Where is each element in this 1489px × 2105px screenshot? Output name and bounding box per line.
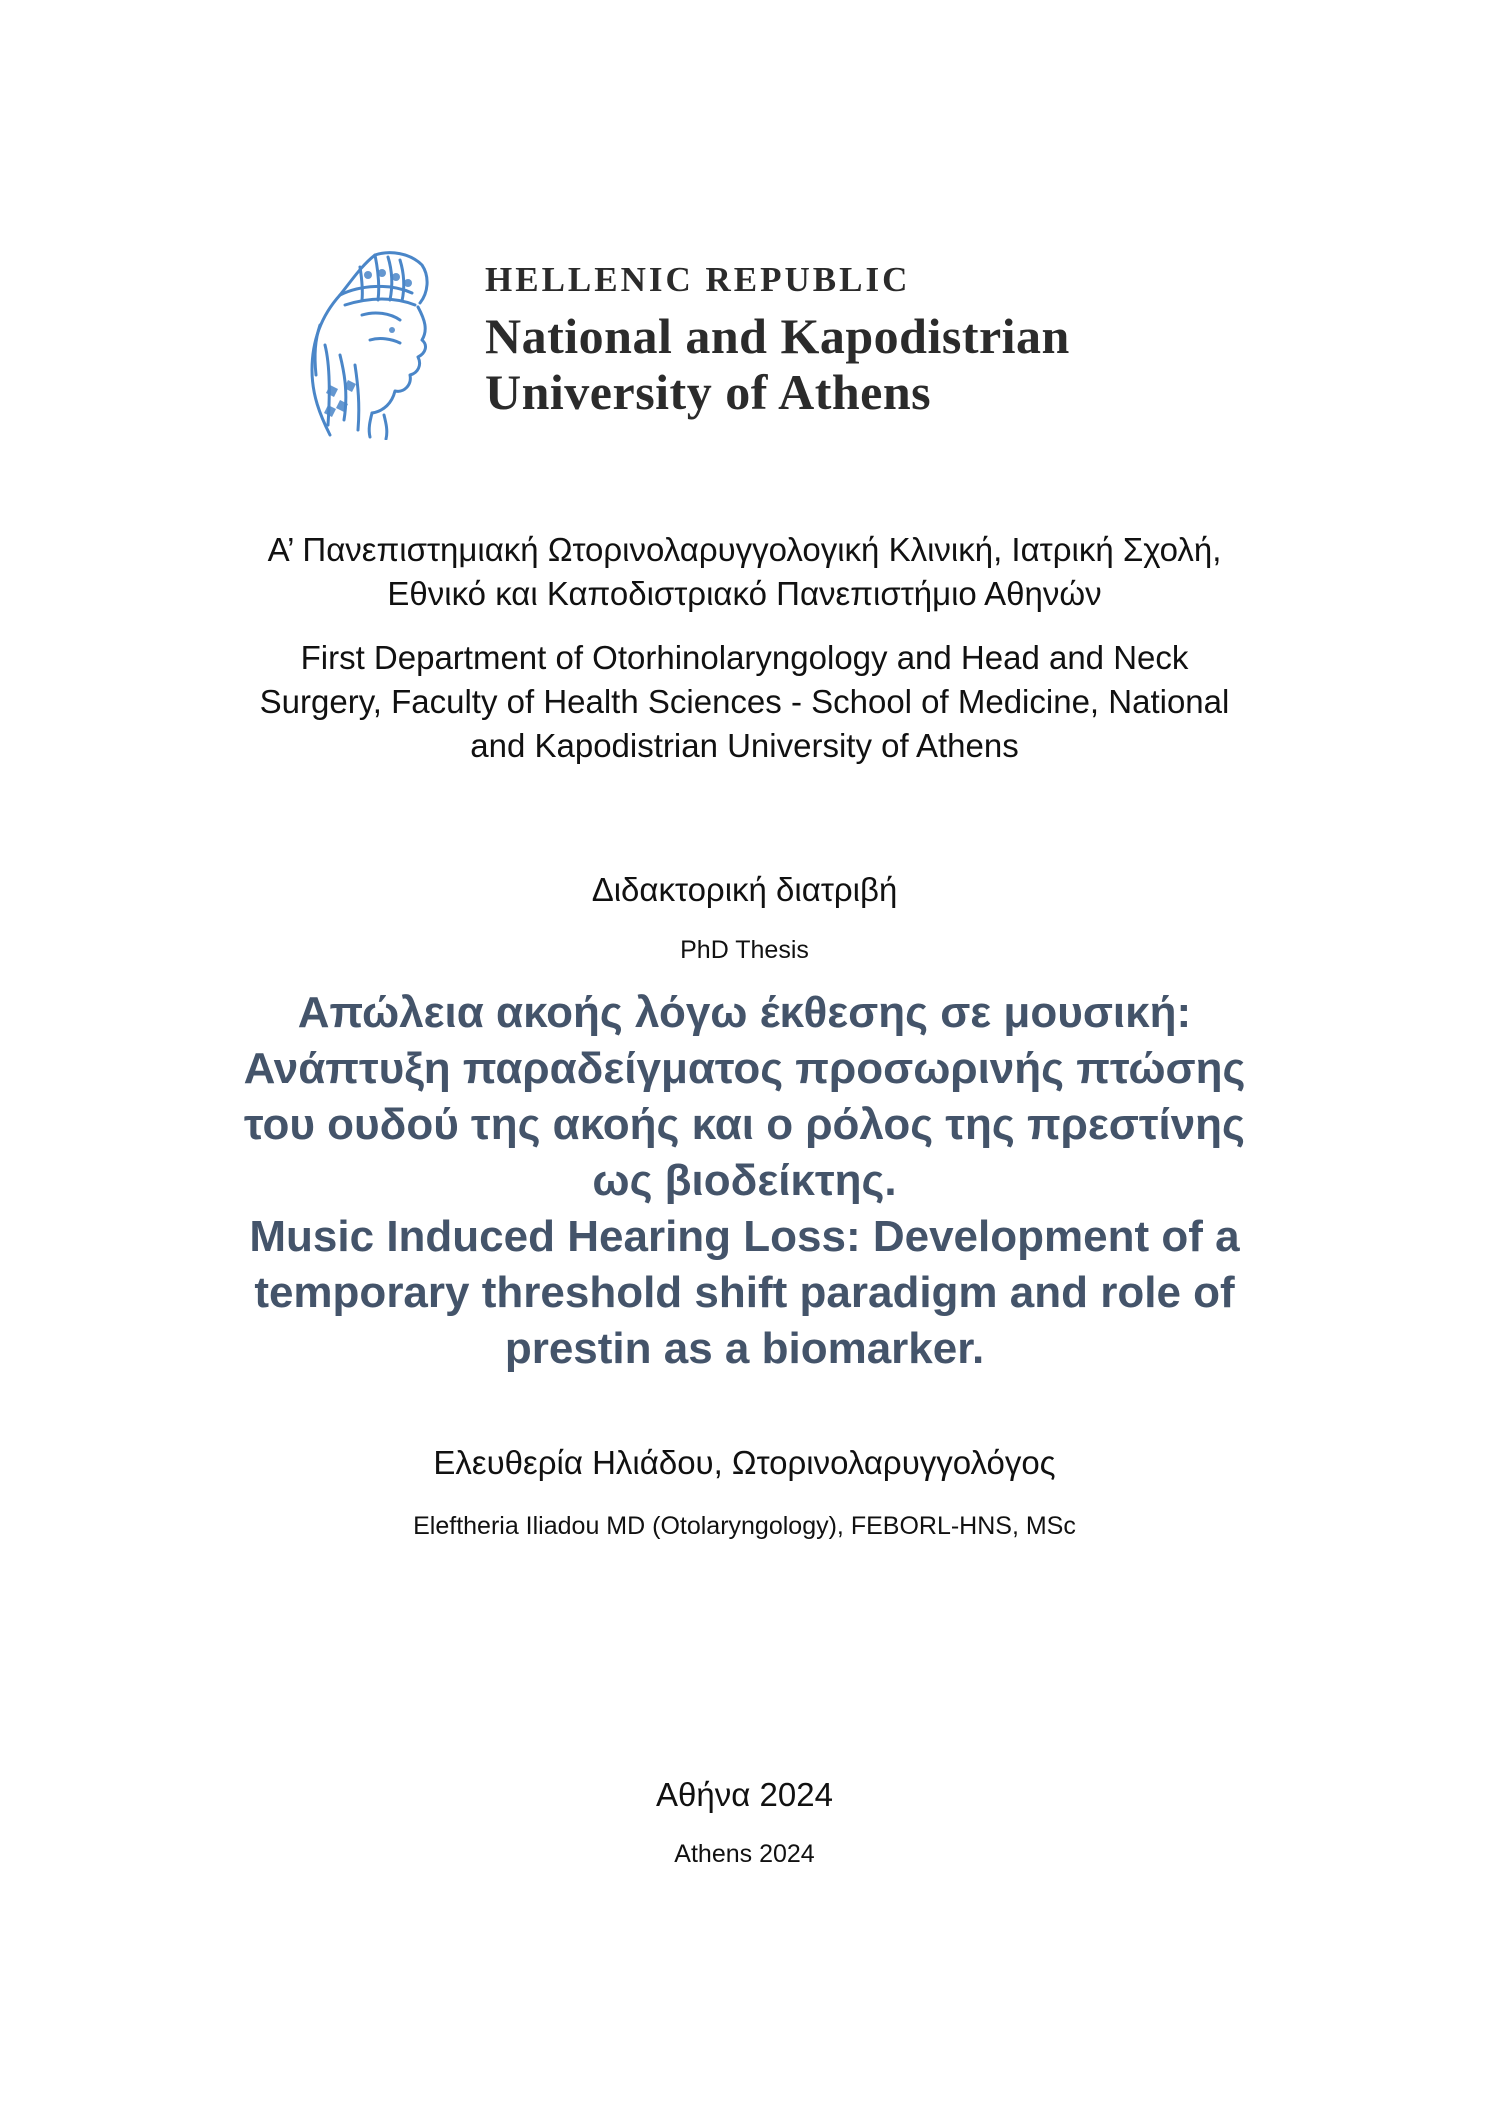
thesis-title-line: Απώλεια ακοής λόγω έκθεσης σε μουσική: [297, 988, 1192, 1037]
thesis-title-line: temporary threshold shift paradigm and role of [254, 1268, 1235, 1317]
author-english: Eleftheria Iliadou MD (Otolaryngology), FEBORL-HNS, MSc [413, 1512, 1076, 1540]
department-greek [0, 528, 1489, 616]
university-name [485, 260, 1070, 420]
department-english-line: and Kapodistrian University of Athens [470, 727, 1019, 764]
department-english [0, 636, 1489, 768]
document-type-greek: Διδακτορική διατριβή [591, 871, 898, 908]
thesis-title-line: ως βιοδείκτης. [592, 1156, 897, 1205]
thesis-title-line: Music Induced Hearing Loss: Development of a [249, 1212, 1240, 1261]
document-type-english: PhD Thesis [680, 936, 809, 964]
department-english-line: First Department of Otorhinolaryngology and Head and Neck [300, 639, 1189, 676]
place-date-greek: Αθήνα 2024 [656, 1776, 833, 1813]
university-logo [300, 240, 1200, 450]
thesis-title-line: του ουδού της ακοής και ο ρόλος της πρεστίνης [244, 1100, 1245, 1149]
athena-head-emblem-icon [300, 245, 435, 440]
thesis-title-line: prestin as a biomarker. [504, 1324, 985, 1373]
place-date-english: Athens 2024 [674, 1840, 815, 1868]
thesis-title-line: Ανάπτυξη παραδείγματος προσωρινής πτώσης [243, 1044, 1246, 1093]
department-greek-line: Α’ Πανεπιστημιακή Ωτορινολαρυγγολογική Κλινική, Ιατρική Σχολή, [267, 531, 1222, 568]
university-name-line-2: University of Athens [485, 364, 932, 420]
thesis-title [0, 985, 1489, 1377]
university-name-line-1: National and Kapodistrian [485, 308, 1070, 364]
department-english-line: Surgery, Faculty of Health Sciences - School of Medicine, National [259, 683, 1230, 720]
department-greek-line: Εθνικό και Καποδιστριακό Πανεπιστήμιο Αθηνών [387, 575, 1102, 612]
republic-label: HELLENIC REPUBLIC [485, 260, 911, 299]
author-greek: Ελευθερία Ηλιάδου, Ωτορινολαρυγγολόγος [433, 1444, 1056, 1481]
